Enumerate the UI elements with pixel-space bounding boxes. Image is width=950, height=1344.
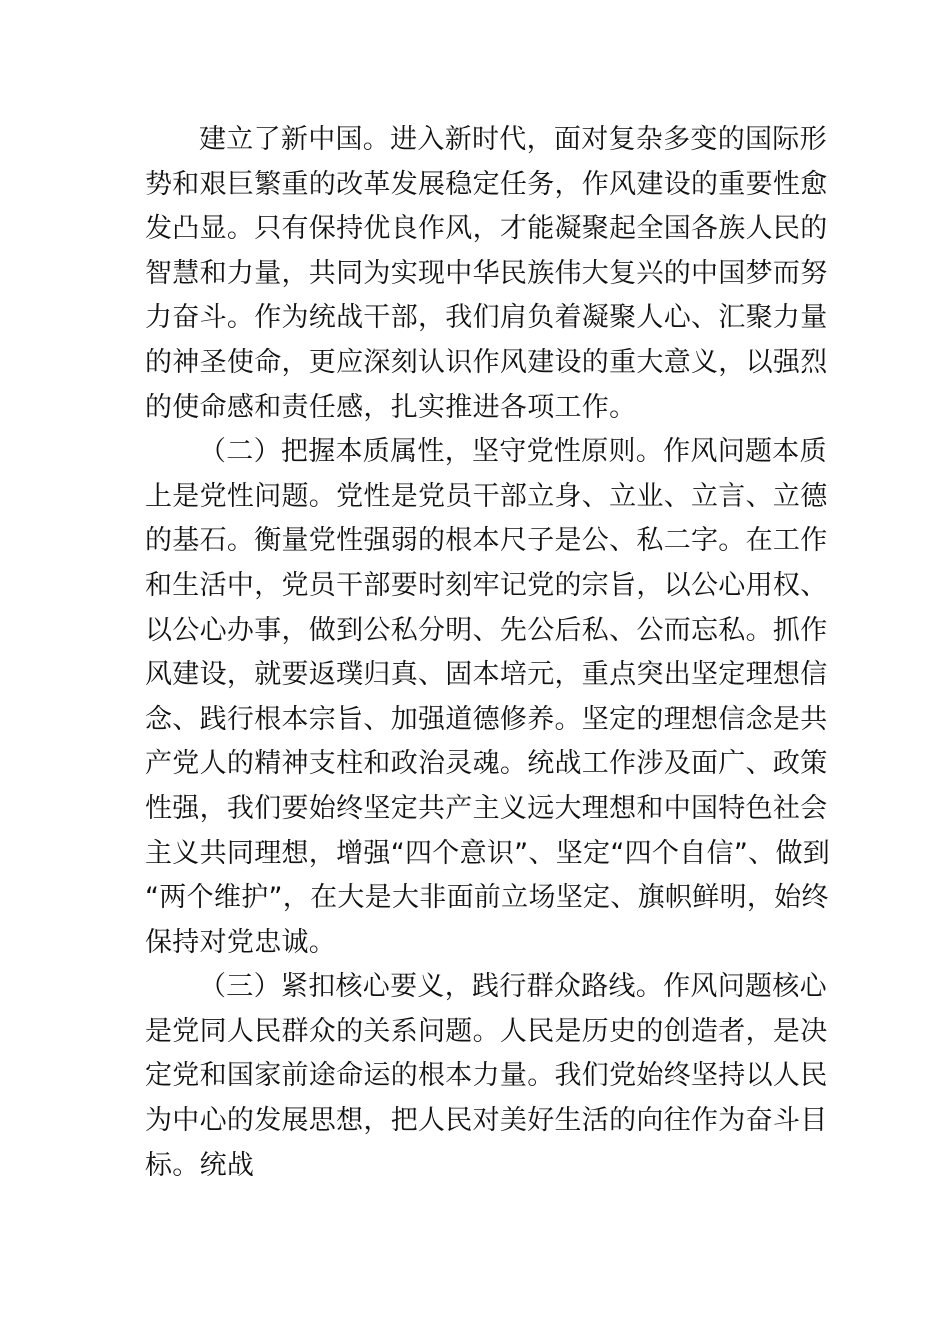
section-heading-line: （二）把握本质属性，坚守党性原则。作风问题本质	[199, 436, 827, 468]
text-line: 发凸显。只有保持优良作风，才能凝聚起全国各族人民的	[145, 213, 828, 245]
text-line: 建立了新中国。进入新时代，面对复杂多变的国际形	[199, 124, 827, 155]
text-line: 念、践行根本宗旨、加强道德修养。坚定的理想信念是共	[145, 703, 828, 735]
text-line: 以公心办事，做到公私分明、先公后私、公而忘私。抓作	[145, 614, 828, 646]
text-line: 的神圣使命，更应深刻认识作风建设的重大意义，以强烈	[145, 346, 828, 378]
text-line: 保持对党忠诚。	[145, 926, 337, 958]
text-line: 风建设，就要返璞归真、固本培元，重点突出坚定理想信	[145, 659, 828, 691]
text-line: 势和艰巨繁重的改革发展稳定任务，作风建设的重要性愈	[145, 168, 828, 200]
text-line: 是党同人民群众的关系问题。人民是历史的创造者，是决	[145, 1015, 828, 1047]
text-line: 性强，我们要始终坚定共产主义远大理想和中国特色社会	[145, 792, 828, 824]
body-text	[145, 118, 831, 1188]
text-line: 产党人的精神支柱和政治灵魂。统战工作涉及面广、政策	[145, 748, 828, 780]
text-line: 标。统战	[145, 1149, 255, 1181]
text-line: 上是党性问题。党性是党员干部立身、立业、立言、立德	[145, 480, 828, 512]
text-line: 的基石。衡量党性强弱的根本尺子是公、私二字。在工作	[145, 525, 828, 557]
text-line: 主义共同理想，增强“四个意识”、坚定“四个自信”、做到	[145, 837, 831, 869]
text-line: 定党和国家前途命运的根本力量。我们党始终坚持以人民	[145, 1060, 828, 1092]
text-line: 的使命感和责任感，扎实推进各项工作。	[145, 391, 637, 423]
text-line: “两个维护”，在大是大非面前立场坚定、旗帜鲜明，始终	[145, 882, 829, 914]
section-heading-line: （三）紧扣核心要义，践行群众路线。作风问题核心	[199, 971, 827, 1003]
text-line: 力奋斗。作为统战干部，我们肩负着凝聚人心、汇聚力量	[145, 302, 828, 334]
text-line: 和生活中，党员干部要时刻牢记党的宗旨，以公心用权、	[145, 569, 828, 601]
text-line: 智慧和力量，共同为实现中华民族伟大复兴的中国梦而努	[145, 257, 828, 289]
text-line: 为中心的发展思想，把人民对美好生活的向往作为奋斗目	[145, 1105, 828, 1137]
